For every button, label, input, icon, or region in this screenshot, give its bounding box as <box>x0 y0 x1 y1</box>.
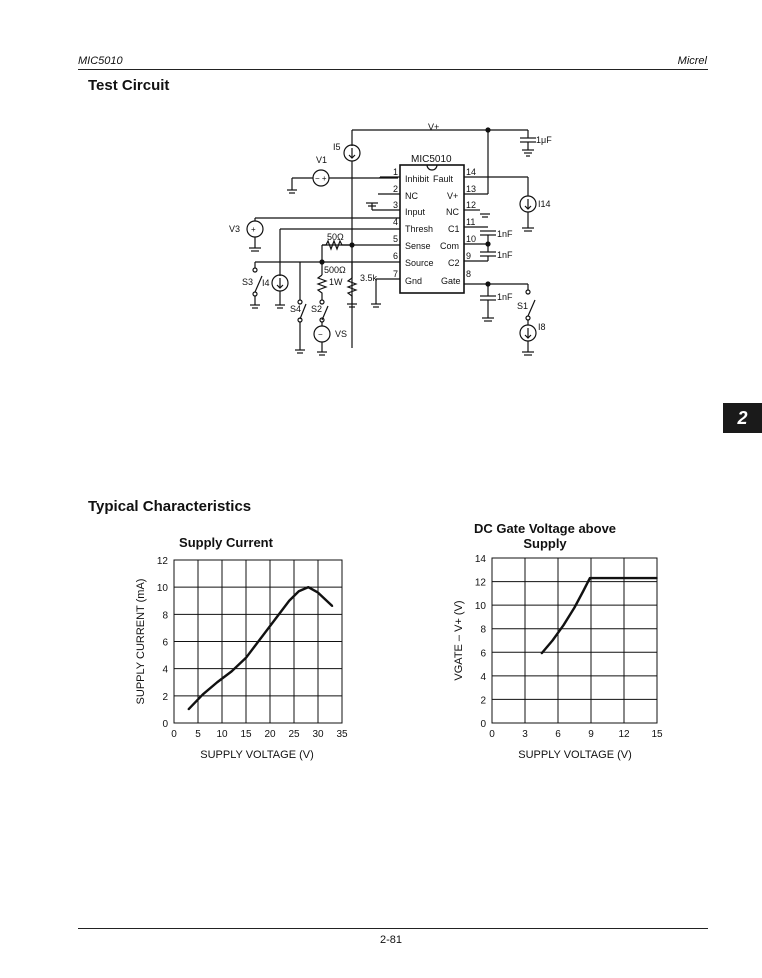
page-number: 2-81 <box>380 934 403 946</box>
pin-label-3: Input <box>405 207 426 217</box>
pin-label-11: C1 <box>448 224 460 234</box>
i8-label: I8 <box>538 322 546 332</box>
pin-label-10: Com <box>440 241 460 251</box>
v3-label: V3 <box>229 224 241 234</box>
pin-num-6: 6 <box>393 251 399 261</box>
chart1-xtick-label: 10 <box>216 729 228 740</box>
r35k-label: 3.5k <box>360 273 378 283</box>
chart2-data-point <box>552 640 554 642</box>
chart1-xtick-label: 35 <box>336 729 348 740</box>
section-tab: 2 <box>723 403 762 433</box>
pin-label-4: Thresh <box>405 224 434 234</box>
chart2-data-point <box>623 577 625 579</box>
chip-name: MIC5010 <box>411 154 452 165</box>
chart1-xtick-label: 30 <box>312 729 324 740</box>
r50-label: 50Ω <box>327 232 344 242</box>
chart2-xtick-label: 3 <box>522 729 528 740</box>
chart1-xtick-label: 20 <box>264 729 276 740</box>
pin-num-8: 8 <box>466 269 472 279</box>
chart1-data-point <box>202 694 204 696</box>
chart1-ytick-label: 10 <box>156 583 168 595</box>
i14-label: I14 <box>538 199 551 209</box>
chart2-title: DC Gate Voltage above Supply <box>473 521 617 551</box>
i4-label: I4 <box>262 278 270 288</box>
chart2-ytick-label: 6 <box>480 648 486 660</box>
chart2-xtick-label: 6 <box>555 729 561 740</box>
chart2-ytick-label: 10 <box>474 601 486 613</box>
test-circuit-schematic <box>0 0 762 400</box>
chart1-ytick-label: 8 <box>162 610 168 622</box>
i5-label: I5 <box>333 142 341 152</box>
chart2-ytick-label: 12 <box>474 577 486 589</box>
chart2-ylabel: VGATE – V+ (V) <box>453 600 465 681</box>
chart2-ytick-label: 14 <box>474 554 486 565</box>
pin-num-3: 3 <box>393 200 399 210</box>
chart1-data-point <box>260 638 262 640</box>
cap-1uf-label: 1μF <box>536 135 552 145</box>
chart1-xtick-label: 15 <box>240 729 252 740</box>
header-left: MIC5010 <box>78 55 123 67</box>
chart2-ytick-label: 0 <box>480 719 486 730</box>
chart1-data-point <box>298 590 300 592</box>
chart2-data-point <box>583 590 585 592</box>
s4-label: S4 <box>290 304 302 314</box>
pin-num-4: 4 <box>393 217 399 227</box>
chart1-ytick-label: 2 <box>162 691 168 703</box>
cap-1nf-c-label: 1nF <box>497 292 513 302</box>
chart2-data-point <box>589 577 591 579</box>
pin-label-12: NC <box>446 207 459 217</box>
pin-num-12: 12 <box>466 200 477 210</box>
chart2-frame <box>492 558 657 723</box>
chart1-title: Supply Current <box>179 535 273 550</box>
chart1-ytick-label: 0 <box>162 719 168 730</box>
pin-label-6: Source <box>405 258 434 268</box>
chart1-xtick-label: 25 <box>288 729 300 740</box>
chart1-data-point <box>317 592 319 594</box>
pin-num-1: 1 <box>393 167 399 177</box>
s2-label: S2 <box>311 304 323 314</box>
chart2-ytick-label: 4 <box>480 671 486 683</box>
svg-text:−: − <box>318 330 323 339</box>
vplus-label: V+ <box>428 122 440 132</box>
gate-voltage-chart <box>430 548 690 748</box>
chart1-series-line <box>188 587 332 709</box>
chart2-xtick-label: 12 <box>618 729 630 740</box>
section-title-typical: Typical Characteristics <box>88 498 252 515</box>
pin-num-13: 13 <box>466 184 477 194</box>
chart1-data-point <box>188 709 190 711</box>
pin-label-7: Gnd <box>405 276 423 286</box>
header-right: Micrel <box>677 55 707 67</box>
chart2-xtick-label: 15 <box>651 729 663 740</box>
pin-num-2: 2 <box>393 184 399 194</box>
chart2-data-point <box>656 577 658 579</box>
footer-rule <box>78 928 708 929</box>
pin-label-8: Gate <box>441 276 461 286</box>
s1-label: S1 <box>517 301 529 311</box>
vs-label: VS <box>335 329 348 339</box>
pin-label-5: Sense <box>405 241 431 251</box>
chart2-xtick-label: 9 <box>588 729 594 740</box>
pin-num-7: 7 <box>393 269 399 279</box>
chart1-ytick-label: 6 <box>162 637 168 649</box>
chart1-xtick-label: 0 <box>171 729 177 740</box>
chart1-data-point <box>274 619 276 621</box>
r1w-label: 1W <box>329 277 343 287</box>
chart1-data-point <box>245 657 247 659</box>
pin-label-1: Inhibit <box>405 174 430 184</box>
chart1-data-point <box>308 586 310 588</box>
supply-current-chart <box>120 548 380 748</box>
pin-label-9: C2 <box>448 258 460 268</box>
chart2-xlabel: SUPPLY VOLTAGE (V) <box>518 749 632 761</box>
chart1-data-point <box>216 681 218 683</box>
chart1-data-point <box>231 671 233 673</box>
svg-text:+: + <box>251 225 256 234</box>
chart2-ytick-label: 8 <box>480 624 486 636</box>
chart2-xtick-label: 0 <box>489 729 495 740</box>
v1-label: V1 <box>316 155 328 165</box>
pin-label-2: NC <box>405 191 418 201</box>
pin-label-14: Fault <box>433 174 454 184</box>
svg-text:− +: − + <box>315 174 327 183</box>
chart1-xlabel: SUPPLY VOLTAGE (V) <box>200 749 314 761</box>
chart2-series-line <box>542 578 658 653</box>
pin-num-5: 5 <box>393 234 399 244</box>
section-title-test-circuit: Test Circuit <box>88 77 170 94</box>
chart2-ytick-label: 2 <box>480 695 486 707</box>
chart2-data-point <box>574 607 576 609</box>
chart1-data-point <box>332 605 334 607</box>
chart1-xtick-label: 5 <box>195 729 201 740</box>
r500-label: 500Ω <box>324 265 346 275</box>
chart1-ylabel: SUPPLY CURRENT (mA) <box>135 578 147 705</box>
pin-num-10: 10 <box>466 234 477 244</box>
pin-num-9: 9 <box>466 251 472 261</box>
pin-num-11: 11 <box>466 217 476 227</box>
chart2-data-point <box>563 624 565 626</box>
cap-1nf-a-label: 1nF <box>497 229 513 239</box>
chart2-data-point <box>541 653 543 655</box>
cap-1nf-b-label: 1nF <box>497 250 513 260</box>
chart2-data-point <box>601 577 603 579</box>
s3-label: S3 <box>242 277 254 287</box>
chart1-ytick-label: 4 <box>162 664 168 676</box>
chart1-ytick-label: 12 <box>156 556 168 567</box>
pin-label-13: V+ <box>447 191 459 201</box>
pin-num-14: 14 <box>466 167 477 177</box>
chart1-data-point <box>288 600 290 602</box>
